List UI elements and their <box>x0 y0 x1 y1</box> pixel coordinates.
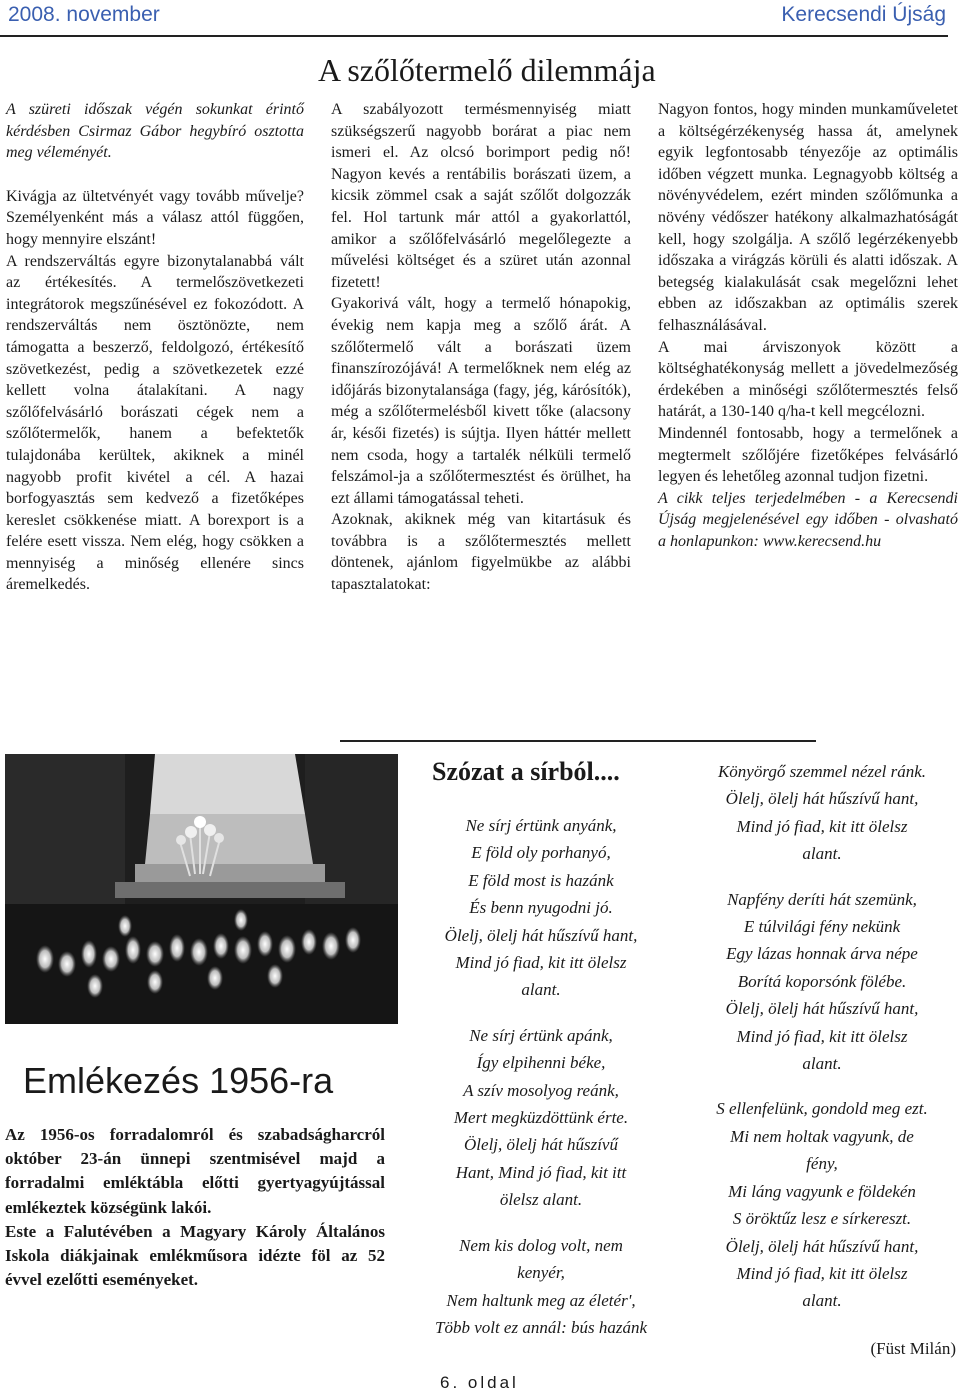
poem-line: Így elpihenni béke, <box>476 1053 606 1073</box>
poem-line: Mi láng vagyunk e földekén <box>728 1181 916 1201</box>
poem-stanza <box>410 812 672 1004</box>
poem-line: fény, <box>806 1154 838 1174</box>
poem-line: Borítá koporsónk fölébe. <box>737 971 907 991</box>
poem-line: alant. <box>521 980 561 1000</box>
poem-author: (Füst Milán) <box>870 1339 956 1358</box>
poem-line: Ölelj, ölelj hát hűszívű hant, <box>444 925 638 945</box>
poem-line: E túlvilági fény nekünk <box>743 917 901 937</box>
memorial-candles-image <box>5 754 398 1024</box>
poem-line: Nem kis dolog volt, nem <box>459 1235 623 1255</box>
poem-line: Mi nem holtak vagyunk, de <box>730 1126 914 1146</box>
poem-stanza <box>410 1022 672 1214</box>
poem-stanza <box>688 886 956 1078</box>
poem-column-left <box>410 812 672 1359</box>
article-paragraph: Gyakorivá vált, hogy a termelő hónapokig, évekig nem kapja meg a szőlő árát. A szőlőtermelő vált a borászati üzem finanszírozójává! A termelőknek nem elég az időjárás bizonytalansága (fagy, jég, kárósítók), még a szőlőtermelésből kivett tőke (alacsony ár, késői fizetés) is sújtja. Ilyen háttér mellett nem csoda, hogy a tartalék nélküli termelő felszámol-ja a szőlőtermesztést és örülhet, ha ezt állami támogatással teheti. <box>331 295 631 507</box>
article-paragraph: A mai árviszonyok között a költséghatékonyság mellett a jövedelmezőség érdekében a minőségi szőlőtermesztés felső határát, a 130-140 q/ha-t kell megcélozni. <box>658 338 958 421</box>
poem-line: Könyörgő szemmel nézel ránk. <box>717 762 927 781</box>
memorial-photo <box>5 754 398 1024</box>
poem-line: Ölelj, ölelj hát hűszívű <box>464 1135 618 1155</box>
poem-column-right <box>688 758 956 1333</box>
poem-line: S ellenfelünk, gondold meg ezt. <box>716 1099 928 1119</box>
poem-line: alant. <box>802 1291 842 1311</box>
poem-line: Mind jó fiad, kit itt ölelsz <box>736 1026 908 1046</box>
article-paragraph: A rendszerváltás egyre bizonytalanabbá vált az értékesítés. A termelőszövetkezeti integrátorok megszűnésével ez fokozódott. A rendszerváltás nem ösztönözte, nem támogatta a beszerző, feldolgozó, értékesítő szövetkezést, pedig a szövetkezetek ezzé kellett volna átalakítani. A nagy szőlőfelvásárló borászati cégek nem a szőlőtermelők, hanem a befektetők tulajdonába kerültek, akiknek a minél nagyobb profit kivétel a cél. A hazai borfogyasztás sem kedvező a fizetőképes kereslet csökkenése miatt. A borexport is a felére esett vissza. Nem elég, hogy csökken a mennyiség a minőség ellenére sincs áremelkedés. <box>6 252 304 594</box>
poem-line: alant. <box>802 844 842 864</box>
poem-line: Ölelj, ölelj hát hűszívű hant, <box>725 789 919 809</box>
poem-line: Mind jó fiad, kit itt ölelsz <box>736 1263 908 1283</box>
poem-line: Mert megküzdöttünk érte. <box>453 1108 629 1128</box>
issue-date: 2008. november <box>8 3 160 26</box>
poem-stanza <box>410 1232 672 1342</box>
memorial-paragraph: Az 1956-os forradalomról és szabadságharcról október 23-án ünnepi szentmisével majd a forradalmi emléktábla előtti gyertyagyújtással emlékeztek községünk lakói. <box>5 1125 385 1217</box>
header-rule <box>0 35 948 37</box>
article-paragraph: A szabályozott termésmennyiség miatt szükségszerű nagyobb borárat a piac nem ismeri el. Az olcsó borimport pedig nő! Nagyon kevés a rentábilis borászati üzem, a kicsik zömmel csak a saját szőlőt dolgozzák fel. Hol tartunk már attól a gyakorlattól, amikor a szőlőfelvásárló megelőlegezte a művelési költséget és a szüret után azonnal fizetett! <box>331 101 631 291</box>
memorial-text <box>5 1123 385 1292</box>
poem-title: Szózat a sírból.... <box>432 757 620 786</box>
poem-line: ölelsz alant. <box>499 1190 583 1210</box>
poem-line: Mind jó fiad, kit itt ölelsz <box>455 953 627 973</box>
poem-line: Ne sírj értünk apánk, <box>469 1025 613 1045</box>
poem-stanza <box>688 1095 956 1314</box>
poem-line: Nem haltunk meg az életér', <box>446 1290 636 1310</box>
poem-line: A szív mosolyog reánk, <box>463 1080 619 1100</box>
poem-line: És benn nyugodni jó. <box>469 898 613 918</box>
article-paragraph: Kivágja az ültetvényét vagy tovább művelje? Személyenként más a válasz attól függően, hogy mennyire elszánt! <box>6 187 304 248</box>
article-paragraph: Azoknak, akiknek még van kitartásuk és továbbra is a szőlőtermesztés mellett döntenek, ajánlom figyelmükbe az alábbi tapasztalatokat: <box>331 511 631 594</box>
article-web-note: A cikk teljes terjedelmében - a Kerecsendi Újság megjelenésével egy időben - olvasható a honlapunkon: www.kerecsend.hu <box>658 489 958 550</box>
article-lead: A szüreti időszak végén sokunkat érintő kérdésben Csirmaz Gábor hegybíró osztotta meg véleményét. <box>6 101 304 162</box>
memorial-paragraph: Este a Falutévében a Magyary Károly Általános Iskola diákjainak emlékműsora idézte föl az 52 évvel ezelőtti eseményeket. <box>5 1221 385 1290</box>
poem-line: Napfény deríti hát szemünk, <box>727 889 917 909</box>
poem-line: Hant, Mind jó fiad, kit itt <box>455 1162 627 1182</box>
article-title: A szőlőtermelő dilemmája <box>318 52 656 88</box>
poem-line: alant. <box>802 1054 842 1074</box>
article-column-1 <box>6 99 304 596</box>
page-number: 6. oldal <box>440 1373 519 1392</box>
poem-line: Több volt ez annál: bús hazánk <box>434 1317 648 1337</box>
poem-line: Ölelj, ölelj hát hűszívű hant, <box>725 999 919 1019</box>
poem-line: Egy lázas honnak árva népe <box>726 944 918 964</box>
newspaper-name: Kerecsendi Újság <box>781 3 946 26</box>
poem-line: E föld oly porhanyó, <box>471 843 611 863</box>
poem-line: kenyér, <box>517 1263 565 1283</box>
article-paragraph: Nagyon fontos, hogy minden munkaműveletet a költségérzékenység hassa át, amelynek egyik legfontosabb tényezője az optimális időben végzett munka. Legnagyobb költség a növényvédelem, ezért minden szőlőmunka a növény védőszer hatékony alkalmazhatóságát kell, hogy szolgálja. A szőlő legérzékenyebb időszaka a virágzás körüli és alatti időszak. A betegség kialakulását csak megelőzni lehet ebben az időszakban az optimális szerek felhasználásával. <box>658 101 958 334</box>
poem-line: S öröktűz lesz e sírkereszt. <box>732 1209 912 1229</box>
poem-stanza <box>688 758 956 868</box>
section-divider <box>340 740 816 742</box>
article-column-3 <box>658 99 958 552</box>
poem-line: Mind jó fiad, kit itt ölelsz <box>736 816 908 836</box>
poem-line: Ölelj, ölelj hát hűszívű hant, <box>725 1236 919 1256</box>
article-paragraph: Mindennél fontosabb, hogy a termelőnek a megtermelt szőlőjére fizetőképes felvásárló legyen és lehetőleg azonnal tudjon fizetni. <box>658 424 958 486</box>
poem-line: E föld most is hazánk <box>468 870 614 890</box>
memorial-title: Emlékezés 1956-ra <box>23 1060 334 1101</box>
article-column-2 <box>331 99 631 596</box>
poem-line: Ne sírj értünk anyánk, <box>465 816 617 835</box>
